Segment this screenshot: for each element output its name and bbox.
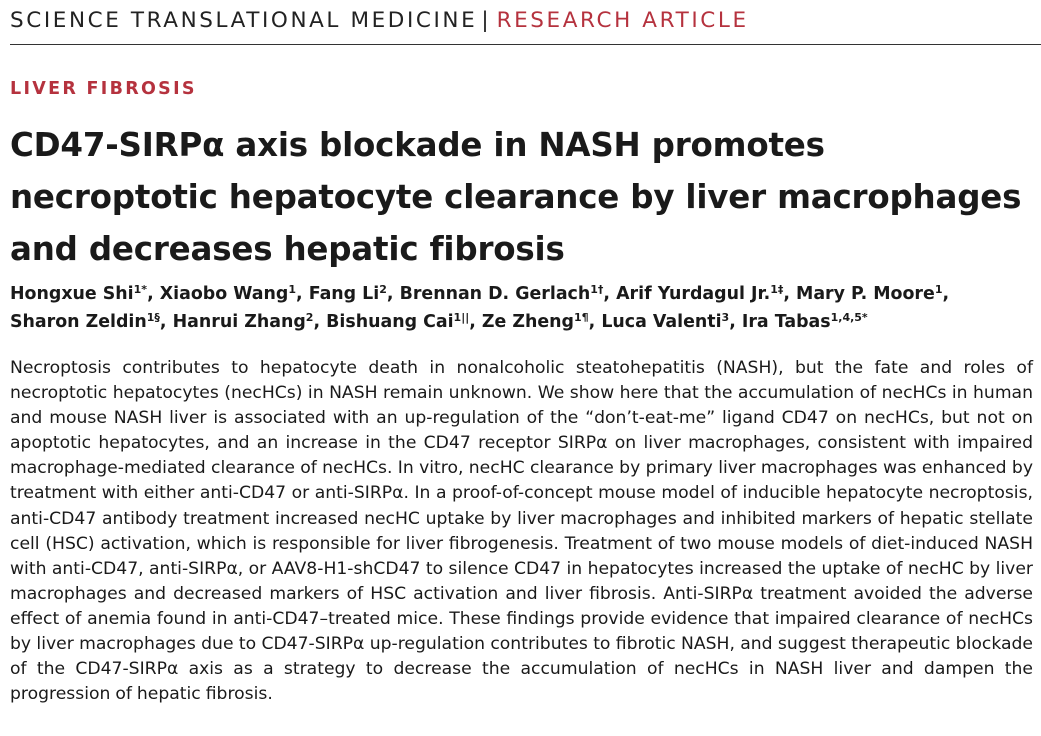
author [309, 284, 387, 304]
author-affiliation-marks: 1‡ [770, 283, 784, 296]
author [160, 284, 296, 304]
article-title: CD47-SIRPα axis blockade in NASH promotes necroptotic hepatocyte clearance by liver macrophages and decreases hepatic fibrosis [10, 126, 1022, 268]
author-affiliation-marks: 1 [934, 283, 943, 296]
abstract: Necroptosis contributes to hepatocyte death in nonalcoholic steatohepatitis (NASH), but the fate and roles of necroptotic hepatocytes (necHCs) in NASH remain unknown. We show here that the accumulation of necHCs in human and mouse NASH liver is associated with an up-regulation of the “don’t-eat-me” ligand CD47 on necHCs, but not on apoptotic hepatocytes, and an increase in the CD47 receptor SIRPα on liver macrophages, consistent with impaired macrophage-mediated clearance of necHCs. In vitro, necHC clearance by primary liver macrophages was enhanced by treatment with either anti-CD47 or anti-SIRPα. In a proof-of-concept mouse model of inducible hepatocyte necroptosis, anti-CD47 antibody treatment increased necHC uptake by liver macrophages and inhibited markers of hepatic stellate cell (HSC) activation, which is responsible for liver fibrogenesis. Treatment of two mouse models of diet-induced NASH with anti-CD47, anti-SIRPα, or AAV8-H1-shCD47 to silence CD47 in hepatocytes increased the uptake of necHC by liver macrophages and decreased markers of HSC activation and liver fibrosis. Anti-SIRPα treatment avoided the adverse effect of anemia found in anti-CD47–treated mice. These findings provide evidence that impaired clearance of necHCs by liver macrophages due to CD47-SIRPα up-regulation contributes to fibrotic NASH, and suggest therapeutic blockade of the CD47-SIRPα axis as a strategy to decrease the accumulation of necHCs in NASH liver and dampen the progression of hepatic fibrosis. [10, 358, 1033, 705]
author [400, 284, 604, 304]
header-rule [10, 44, 1041, 45]
section-label: LIVER FIBROSIS [10, 79, 197, 99]
author-name: Xiaobo Wang [159, 284, 289, 304]
author-name: Luca Valenti [601, 312, 722, 332]
journal-name: SCIENCE TRANSLATIONAL MEDICINE [10, 8, 478, 33]
author [10, 284, 147, 304]
article-type: RESEARCH ARTICLE [496, 8, 749, 33]
author-name: Fang Li [308, 284, 380, 304]
author-affiliation-marks: 2 [305, 311, 314, 324]
author-affiliation-marks: 2 [379, 283, 387, 296]
author-name: Ira Tabas [741, 312, 831, 332]
author-affiliation-marks: 3 [721, 311, 730, 324]
author-name: Hongxue Shi [10, 284, 134, 304]
author-list: Hongxue Shi$^{1*}$, Xiaobo Wang$^1$, Fang Li$^2$, Brennan D. Gerlach$^{1\dagger}$, Arif Yurdagul Jr.$^{1\ddagger}$, Mary P. Moore$^1$, Sharon Zeldin$^{1\S}$, Hanrui Zhang$^2$, Bishuang Cai$^{1||}$, Ze Zheng$^{1\P}$, Luca Valenti$^3$, Ira Tabas$^{1,4,5*}$ [10, 283, 950, 332]
author-affiliation-marks: 1¶ [574, 311, 589, 324]
author [742, 312, 868, 332]
author [326, 312, 469, 332]
author [601, 312, 729, 332]
author-name: Bishuang Cai [326, 312, 454, 332]
journal-masthead [10, 6, 1035, 36]
author-name: Sharon Zeldin [10, 312, 147, 332]
author [173, 312, 314, 332]
author [616, 284, 783, 304]
author-affiliation-marks: 1† [590, 283, 604, 296]
author-name: Brennan D. Gerlach [399, 284, 591, 304]
author-affiliation-marks: 1 [288, 283, 297, 296]
author-name: Arif Yurdagul Jr. [616, 284, 771, 304]
author-affiliation-marks: 1§ [146, 311, 160, 324]
author-affiliation-marks: 1,4,5* [830, 311, 868, 324]
author [796, 284, 942, 304]
author-name: Ze Zheng [481, 312, 574, 332]
masthead-separator: | [481, 8, 489, 33]
author [10, 312, 160, 332]
author-affiliation-marks: 1* [133, 283, 148, 296]
author-name: Mary P. Moore [796, 284, 935, 304]
author [482, 312, 589, 332]
author-name: Hanrui Zhang [172, 312, 306, 332]
author-affiliation-marks: 1|| [453, 311, 470, 324]
